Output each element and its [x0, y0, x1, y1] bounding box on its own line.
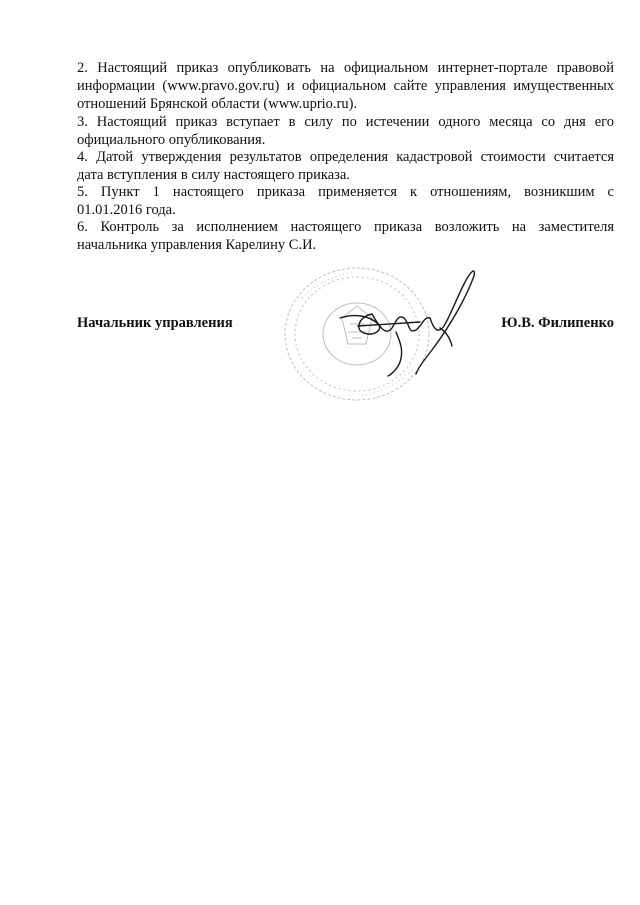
paragraph-5-line-1: 5. Пункт 1 настоящего приказа применяется к отношениям, возникшим с	[77, 184, 614, 200]
paragraph-5-line-2: 01.01.2016 года.	[77, 202, 176, 218]
paragraph-4-line-2: дата вступления в силу настоящего приказа.	[77, 167, 350, 183]
paragraph-3-line-1: 3. Настоящий приказ вступает в силу по истечении одного месяца со дня его	[77, 114, 614, 130]
handwritten-signature	[300, 258, 500, 388]
paragraph-2-line-1: 2. Настоящий приказ опубликовать на официальном интернет-портале правовой	[77, 60, 614, 76]
paragraph-2-line-2: информации (www.pravo.gov.ru) и официальном сайте управления имущественных	[77, 78, 614, 94]
paragraph-6-line-1: 6. Контроль за исполнением настоящего приказа возложить на заместителя	[77, 219, 614, 235]
paragraph-3-line-2: официального опубликования.	[77, 132, 266, 148]
signatory-position: Начальник управления	[77, 315, 233, 331]
paragraph-4-line-1: 4. Датой утверждения результатов определения кадастровой стоимости считается	[77, 149, 614, 165]
paragraph-2-line-3: отношений Брянской области (www.uprio.ru).	[77, 96, 358, 112]
signatory-name: Ю.В. Филипенко	[501, 315, 614, 331]
paragraph-6-line-2: начальника управления Карелину С.И.	[77, 237, 317, 253]
